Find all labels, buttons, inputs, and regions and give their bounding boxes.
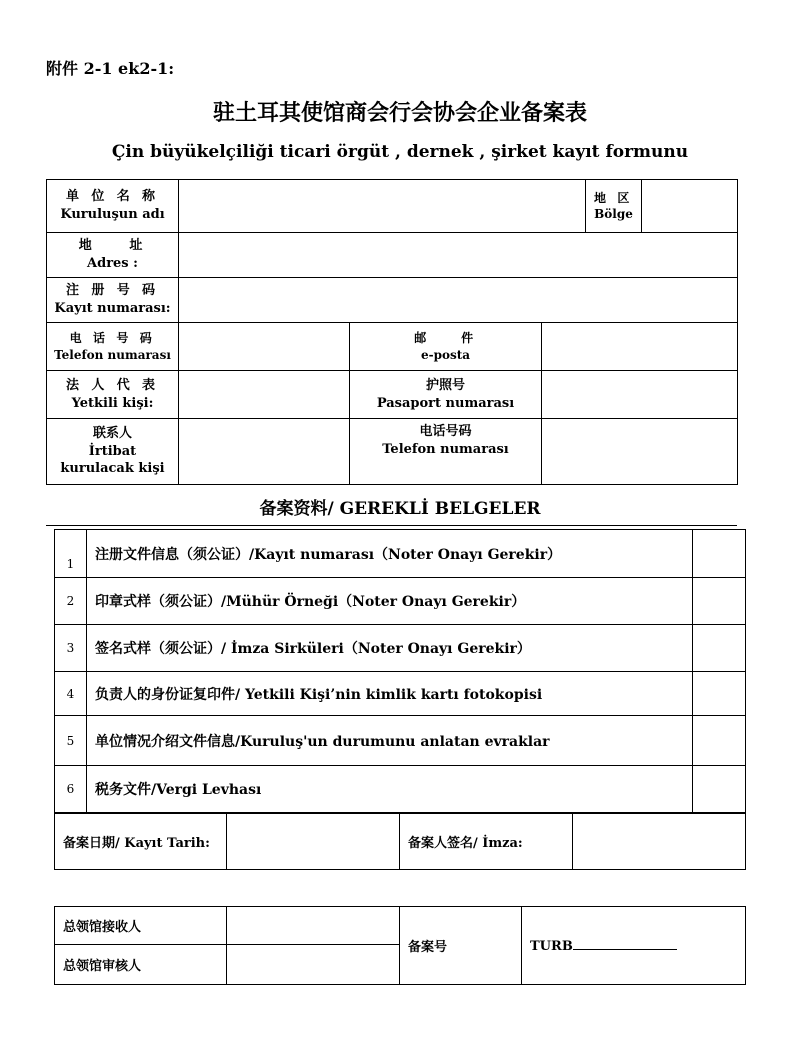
consulate-receiver-field[interactable] xyxy=(227,907,400,945)
doc-check-cell[interactable] xyxy=(693,766,746,813)
address-label: 地 址 Adres : xyxy=(47,233,179,278)
documents-table xyxy=(54,529,746,813)
contact-phone-field[interactable] xyxy=(542,419,738,485)
doc-row-2 xyxy=(55,578,746,625)
info-table-bottom xyxy=(46,322,738,485)
doc-row-1 xyxy=(55,530,746,578)
record-number-field[interactable] xyxy=(522,907,746,985)
consulate-receiver-label: 总领馆接收人 xyxy=(55,907,227,945)
consulate-reviewer-label: 总领馆审核人 xyxy=(55,945,227,985)
reg-number-label: 注 册 号 码 Kayıt numarası: xyxy=(47,278,179,323)
email-label: 邮 件 e-posta xyxy=(350,323,542,371)
legal-rep-field[interactable] xyxy=(179,371,350,419)
doc-check-cell[interactable] xyxy=(693,578,746,625)
doc-check-cell[interactable] xyxy=(693,716,746,766)
record-date-label: 备案日期/ Kayıt Tarih: xyxy=(55,814,227,870)
section-divider xyxy=(46,525,737,526)
doc-row-6 xyxy=(55,766,746,813)
doc-description: 税务文件/Vergi Levhası xyxy=(87,766,693,813)
doc-row-4 xyxy=(55,672,746,716)
doc-description: 签名式样（须公证）/ İmza Sirküleri（Noter Onayı Gerekir） xyxy=(87,625,693,672)
form-title: 驻土耳其使馆商会行会协会企业备案表 xyxy=(212,100,587,126)
consulate-reviewer-field[interactable] xyxy=(227,945,400,985)
contact-phone-label: 电话号码 Telefon numarası xyxy=(350,419,542,485)
phone-field[interactable] xyxy=(179,323,350,371)
doc-description: 注册文件信息（须公证）/Kayıt numarası（Noter Onayı Gerekir） xyxy=(87,530,693,578)
signature-table xyxy=(54,813,746,870)
signature-field[interactable] xyxy=(573,814,746,870)
passport-field[interactable] xyxy=(542,371,738,419)
signature-label: 备案人签名/ İmza: xyxy=(400,814,573,870)
doc-row-3 xyxy=(55,625,746,672)
email-field[interactable] xyxy=(542,323,738,371)
unit-name-field[interactable] xyxy=(179,180,586,233)
passport-label: 护照号 Pasaport numarası xyxy=(350,371,542,419)
section-title: 备案资料/ GEREKLİ BELGELER xyxy=(259,499,541,519)
doc-description: 负责人的身份证复印件/ Yetkili Kişi’nin kimlik kartı fotokopisi xyxy=(87,672,693,716)
doc-row-5 xyxy=(55,716,746,766)
consulate-table xyxy=(54,906,746,985)
legal-rep-label: 法 人 代 表 Yetkili kişi: xyxy=(47,371,179,419)
doc-number: 3 xyxy=(55,625,87,672)
reg-number-field[interactable] xyxy=(179,278,738,323)
record-number-label: 备案号 xyxy=(400,907,522,985)
doc-description: 印章式样（须公证）/Mühür Örneği（Noter Onayı Gerekir） xyxy=(87,578,693,625)
doc-check-cell[interactable] xyxy=(693,672,746,716)
doc-number: 1 xyxy=(55,530,87,578)
info-table-top xyxy=(46,179,738,323)
unit-name-label: 单 位 名 称 Kuruluşun adı xyxy=(47,180,179,233)
doc-check-cell[interactable] xyxy=(693,625,746,672)
doc-check-cell[interactable] xyxy=(693,530,746,578)
record-date-field[interactable] xyxy=(227,814,400,870)
doc-number: 5 xyxy=(55,716,87,766)
doc-number: 2 xyxy=(55,578,87,625)
contact-field[interactable] xyxy=(179,419,350,485)
contact-label: 联系人 İrtibat kurulacak kişi xyxy=(47,419,179,485)
turb-number-line[interactable] xyxy=(573,937,677,950)
turb-prefix: TURB xyxy=(530,939,573,954)
annex-label: 附件 2-1 ek2-1: xyxy=(46,59,175,78)
address-field[interactable] xyxy=(179,233,738,278)
phone-label: 电 话 号 码 Telefon numarası xyxy=(47,323,179,371)
region-label: 地 区 Bölge xyxy=(586,180,642,233)
doc-description: 单位情况介绍文件信息/Kuruluş'un durumunu anlatan evraklar xyxy=(87,716,693,766)
doc-number: 6 xyxy=(55,766,87,813)
doc-number: 4 xyxy=(55,672,87,716)
form-subtitle: Çin büyükelçiliği ticari örgüt , dernek , şirket kayıt formunu xyxy=(111,142,689,162)
region-field[interactable] xyxy=(642,180,738,233)
